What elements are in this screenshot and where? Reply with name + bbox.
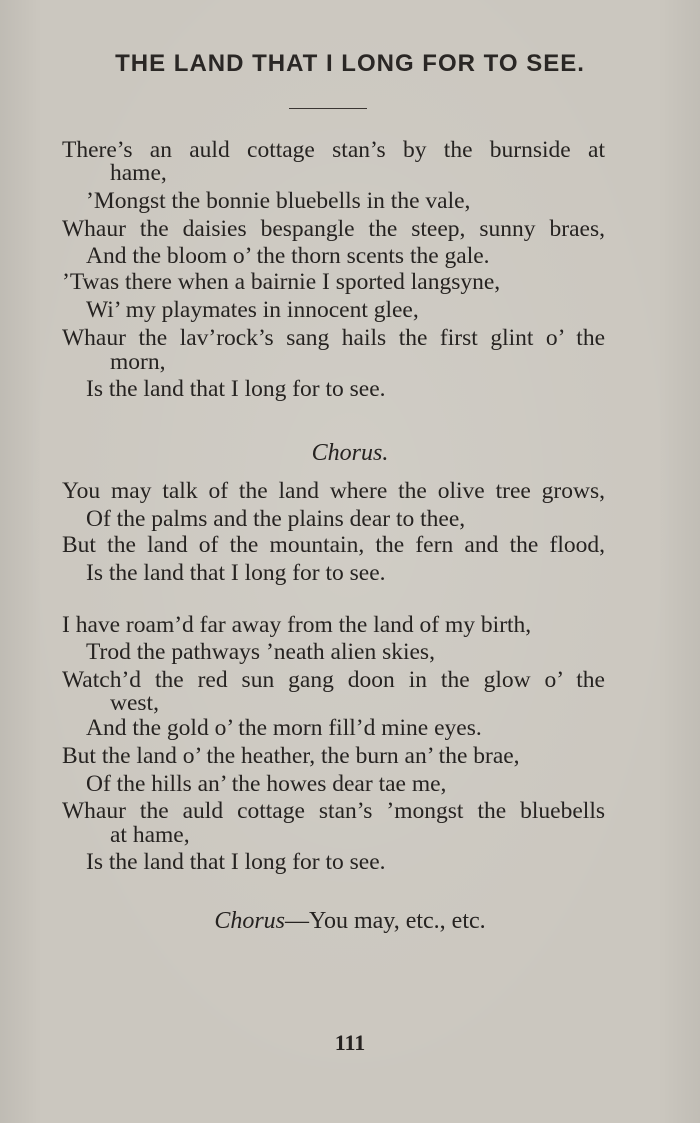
verse-line: And the bloom o’ the thorn scents the gale. [86,243,490,269]
verse-line: Whaur the daisies bespangle the steep, sunny braes, [62,216,605,242]
chorus-reference [0,908,700,935]
verse-line: I have roam’d far away from the land of my birth, [62,612,532,638]
verse-line: Trod the pathways ’neath alien skies, [86,639,435,665]
chorus-reference-text: —You may, etc., etc. [285,908,486,934]
page-number: 111 [334,1030,366,1055]
poem-title: THE LAND THAT I LONG FOR TO SEE. [115,50,585,77]
verse-line-continuation: hame, [110,160,167,186]
chorus-line: Of the palms and the plains dear to thee, [86,506,466,532]
chorus-line: You may talk of the land where the olive tree grows, [62,478,605,504]
verse-line: Is the land that I long for to see. [86,849,386,875]
verse-line: There’s an auld cottage stan’s by the burnside at [62,137,605,163]
chorus-line: Is the land that I long for to see. [86,560,386,586]
verse-line: Watch’d the red sun gang doon in the glow o’ the [62,667,605,693]
verse-line-continuation: west, [110,690,159,716]
verse-line: Is the land that I long for to see. [86,376,386,402]
verse-line-continuation: morn, [110,349,166,375]
title-rule [289,108,367,109]
verse-line: Whaur the auld cottage stan’s ’mongst the bluebells [62,798,605,824]
verse-line: Wi’ my playmates in innocent glee, [86,297,419,323]
chorus-heading: Chorus. [311,440,389,466]
chorus-reference-label: Chorus [214,908,286,934]
verse-line-continuation: at hame, [110,822,190,848]
verse-line: ’Mongst the bonnie bluebells in the vale, [86,188,471,214]
verse-line: ’Twas there when a bairnie I sported langsyne, [62,269,501,295]
verse-line: Whaur the lav’rock’s sang hails the first glint o’ the [62,325,605,351]
verse-line: But the land o’ the heather, the burn an’ the brae, [62,743,520,769]
chorus-line: But the land of the mountain, the fern and the flood, [62,532,605,558]
verse-line: Of the hills an’ the howes dear tae me, [86,771,447,797]
verse-line: And the gold o’ the morn fill’d mine eyes. [86,715,482,741]
